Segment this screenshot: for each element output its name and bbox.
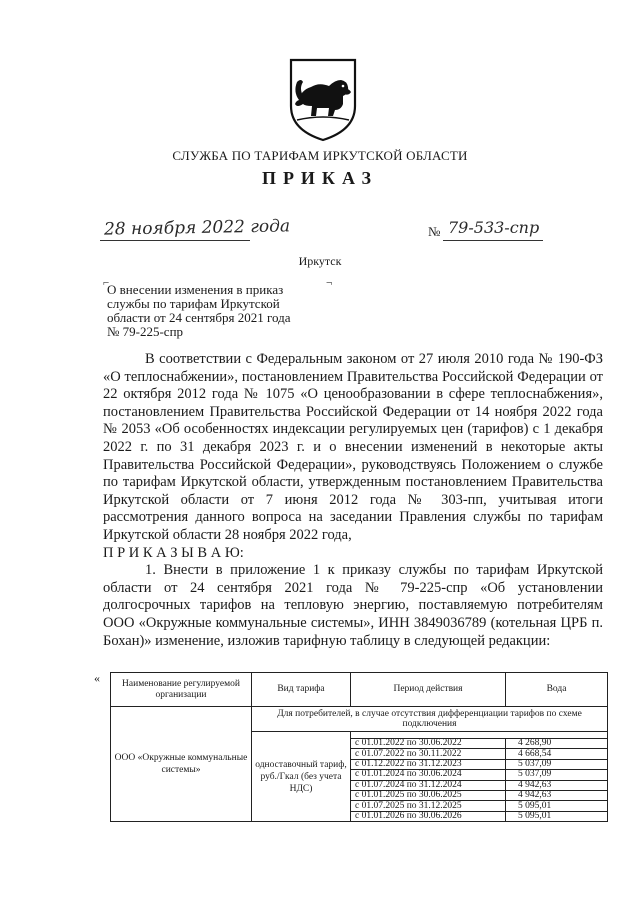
period-cell: с 01.01.2024 по 30.06.2024	[351, 770, 506, 780]
subject-line: области от 24 сентября 2021 года	[107, 310, 291, 325]
handwritten-order-number: 79-533-спр	[448, 218, 540, 237]
header-tariff-kind: Вид тарифа	[252, 673, 351, 707]
subject-line: службы по тарифам Иркутской	[107, 296, 280, 311]
city-name: Иркутск	[298, 254, 342, 268]
subject-line: О внесении изменения в приказ	[107, 282, 284, 297]
organization-cell: ООО «Окружные коммунальные системы»	[111, 707, 252, 822]
value-cell: 5 037,09	[506, 759, 608, 769]
subject-corner-top-left: ⌐	[103, 277, 110, 289]
coat-of-arms-emblem	[285, 56, 361, 142]
date-underline	[100, 240, 250, 241]
handwritten-date: 28 ноября 2022 года	[103, 216, 291, 240]
subject-corner-top-right: ¬	[326, 277, 333, 289]
period-cell: с 01.01.2025 по 30.06.2025	[351, 790, 506, 800]
tariff-table	[110, 672, 608, 822]
period-cell: с 01.01.2022 по 30.06.2022	[351, 739, 506, 749]
value-cell: 4 942,63	[506, 790, 608, 800]
tariff-kind-cell: одноставочный тариф, руб./Гкал (без учета НДС)	[252, 732, 351, 822]
preamble-paragraph: В соответствии с Федеральным законом от 27 июля 2010 года № 190-ФЗ «О теплоснабжении», постановлением Правительства Российской Федерации от 22 октября 2012 года № 1075 «О ценообразовании в сфере теплоснабжения», постановлением Правительства Российской Федерации от 14 ноября 2022 года № 2053 «Об особенностях индексации регулируемых цен (тарифов) с 1 декабря 2022 г. по 31 декабря 2023 г. и о внесении изменений в некоторые акты Правительства Российской Федерации», руководствуясь Положением о службе по тарифам Иркутской области, утвержденным постановлением Правительства Иркутской области от 7 июня 2012 года № 303-пп, учитывая итоги рассмотрения данного вопроса на заседании Правления службы по тарифам Иркутской области 28 ноября 2022 года,	[103, 351, 603, 543]
header-period: Период действия	[351, 673, 506, 707]
period-cell: с 01.07.2022 по 30.11.2022	[351, 749, 506, 759]
header-water: Вода	[506, 673, 608, 707]
order-body	[103, 351, 603, 650]
number-sign: №	[428, 224, 441, 239]
number-underline	[443, 240, 543, 241]
value-cell: 4 942,63	[506, 780, 608, 790]
period-cell: с 01.12.2022 по 31.12.2023	[351, 759, 506, 769]
value-cell: 5 095,01	[506, 801, 608, 811]
value-cell: 5 037,09	[506, 770, 608, 780]
period-cell: с 01.07.2025 по 31.12.2025	[351, 801, 506, 811]
item-1-paragraph: 1. Внести в приложение 1 к приказу службы по тарифам Иркутской области от 24 сентября 2021 года № 79-225-спр «Об установлении долгосрочных тарифов на тепловую энергию, поставляемую потребителям ООО «Окружные коммунальные системы», ИНН 3849036789 (котельная ЦРБ п. Бохан)» изменение, изложив тарифную таблицу в следующей редакции:	[103, 562, 603, 649]
subject-line: № 79-225-спр	[107, 324, 184, 339]
order-keyword: П Р И К А З Ы В А Ю:	[103, 544, 244, 561]
period-cell: с 01.01.2026 по 30.06.2026	[351, 811, 506, 821]
header-organization: Наименование регулируемой организации	[111, 673, 252, 707]
table-open-quote: «	[94, 671, 100, 685]
document-type-title: ПРИКАЗ	[261, 168, 379, 188]
consumer-note-row: Для потребителей, в случае отсутствия дифференциации тарифов по схеме подключения	[252, 707, 608, 732]
order-subject	[107, 283, 332, 339]
value-cell: 4 268,90	[506, 739, 608, 749]
value-cell: 5 095,01	[506, 811, 608, 821]
value-cell: 4 668,54	[506, 749, 608, 759]
period-cell: с 01.07.2024 по 31.12.2024	[351, 780, 506, 790]
organization-name: СЛУЖБА ПО ТАРИФАМ ИРКУТСКОЙ ОБЛАСТИ	[172, 148, 468, 163]
